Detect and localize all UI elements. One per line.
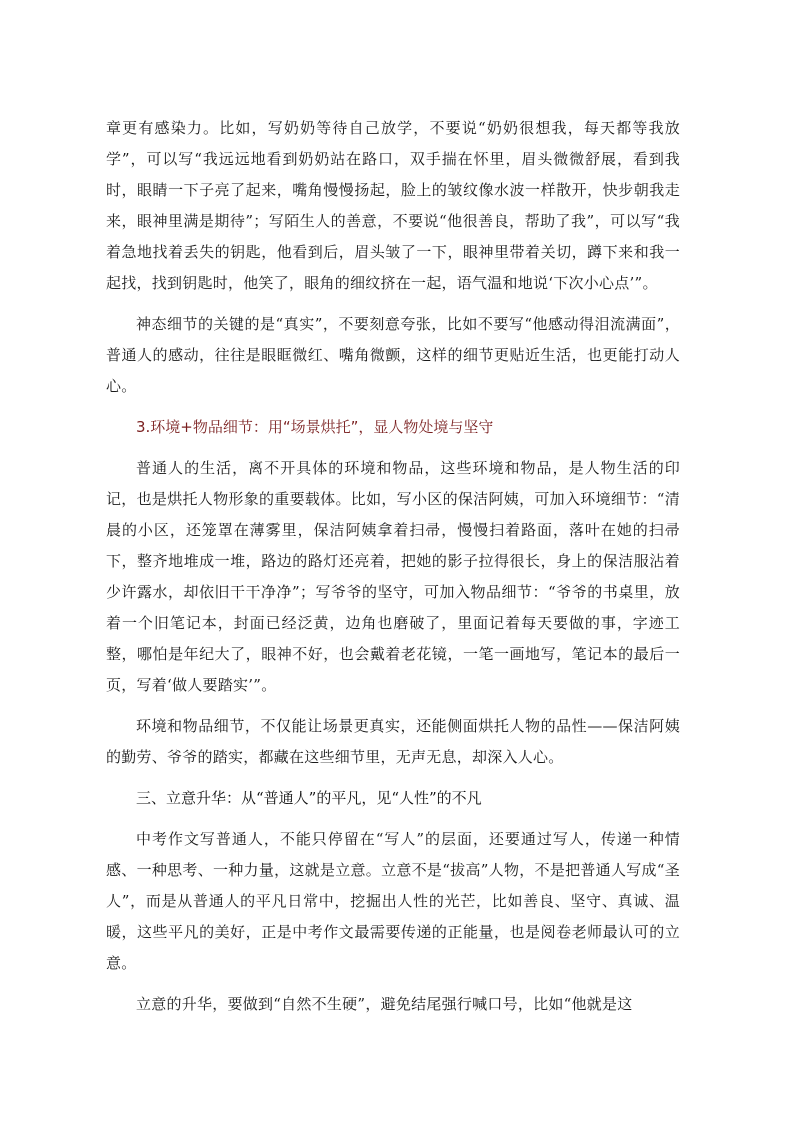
document-body: [106, 113, 680, 1020]
paragraph-environment-example: 普通人的生活，离不开具体的环境和物品，这些环境和物品，是人物生活的印记，也是烘托人物形象的重要载体。比如，写小区的保洁阿姨，可加入环境细节：“清晨的小区，还笼罩在薄雾里，保洁阿姨拿着扫帚，慢慢扫着路面，落叶在她的扫帚下，整齐地堆成一堆，路边的路灯还亮着，把她的影子拉得很长，身上的保洁服沾着少许露水，却依旧干干净净”；写爷爷的坚守，可加入物品细节：“爷爷的书桌里，放着一个旧笔记本，封面已经泛黄，边角也磨破了，里面记着每天要做的事，字迹工整，哪怕是年纪大了，眼神不好，也会戴着老花镜，一笔一画地写，笔记本的最后一页，写着‘做人要踏实’”。: [106, 459, 680, 694]
paragraph-theme-definition: 中考作文写普通人，不能只停留在“写人”的层面，还要通过写人，传递一种情感、一种思考、一种力量，这就是立意。立意不是“拔高”人物，不是把普通人写成“圣人”，而是从普通人的平凡日常中，挖掘出人性的光芒，比如善良、坚守、真诚、温暖，这些平凡的美好，正是中考作文最需要传递的正能量，也是阅卷老师最认可的立意。: [106, 830, 680, 972]
paragraph-expression-detail: 章更有感染力。比如，写奶奶等待自己放学，不要说“奶奶很想我，每天都等我放学”，可以写“我远远地看到奶奶站在路口，双手揣在怀里，眉头微微舒展，看到我时，眼睛一下子亮了起来，嘴角慢慢扬起，脸上的皱纹像水波一样散开，快步朝我走来，眼神里满是期待”；写陌生人的善意，不要说“他很善良，帮助了我”，可以写“我着急地找着丢失的钥匙，他看到后，眉头皱了一下，眼神里带着关切，蹲下来和我一起找，找到钥匙时，他笑了，眼角的细纹挤在一起，语气温和地说‘下次小心点’”。: [106, 119, 680, 292]
subheading-environment-object: 3.环境+物品细节：用“场景烘托”，显人物处境与坚守: [136, 418, 494, 436]
paragraph-expression-realism: 神态细节的关键的是“真实”，不要刻意夸张，比如不要写“他感动得泪流满面”，普通人的感动，往往是眼眶微红、嘴角微颤，这样的细节更贴近生活，也更能打动人心。: [106, 315, 680, 395]
paragraph-environment-effect: 环境和物品细节，不仅能让场景更真实，还能侧面烘托人物的品性——保洁阿姨的勤劳、爷爷的踏实，都藏在这些细节里，无声无息，却深入人心。: [106, 717, 680, 766]
paragraph-theme-natural: 立意的升华，要做到“自然不生硬”，避免结尾强行喊口号，比如“他就是这: [136, 995, 633, 1013]
section-heading-theme: 三、立意升华：从“普通人”的平凡，见“人性”的不凡: [136, 789, 482, 807]
